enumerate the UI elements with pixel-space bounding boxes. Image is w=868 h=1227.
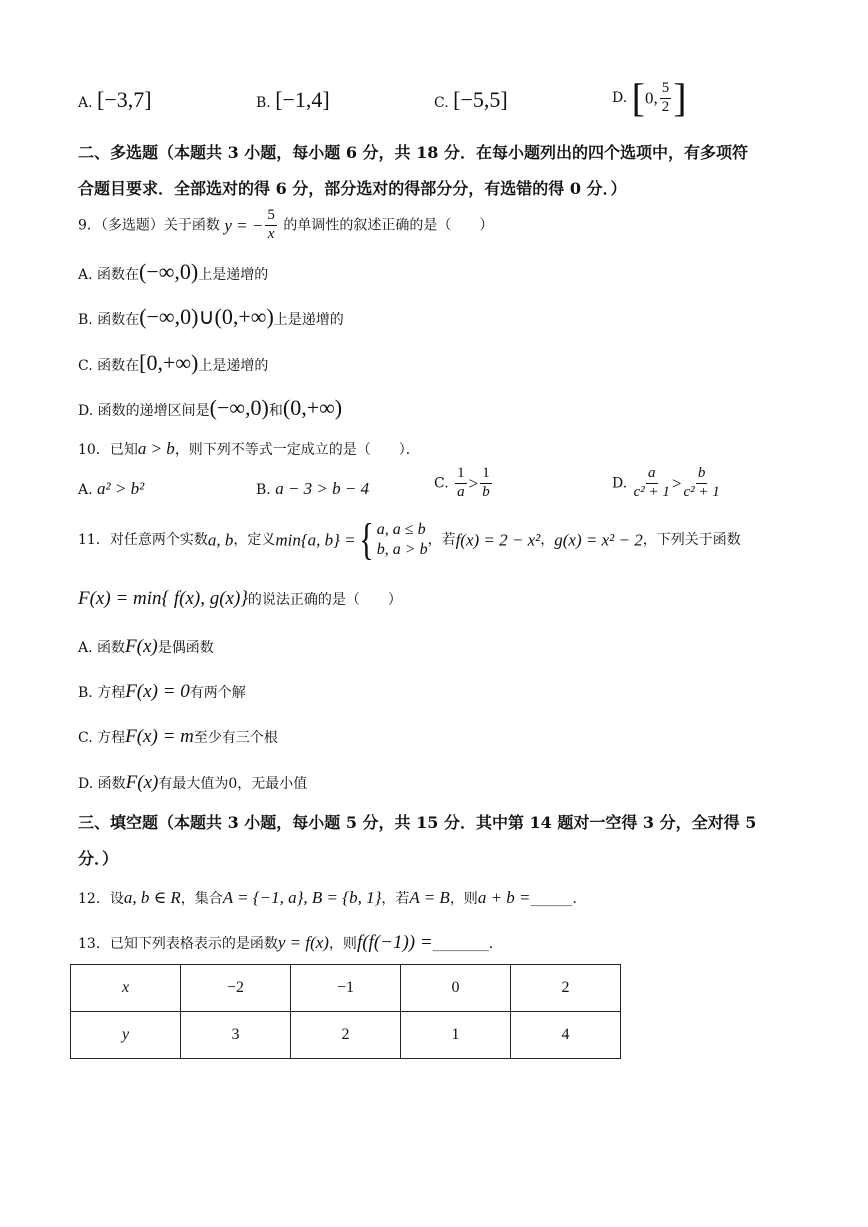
option-text: 是偶函数 — [157, 640, 214, 656]
greater-than: > — [468, 473, 479, 493]
q11-stem-line1 — [78, 515, 741, 565]
q12-text: ，则 — [449, 891, 478, 907]
option-label: A. — [78, 640, 93, 656]
option-label: D. — [612, 90, 628, 106]
option-label: B. — [256, 482, 271, 498]
table-cell: −1 — [291, 965, 401, 1012]
q10-prefix: 10．已知 — [78, 442, 138, 458]
option-text: 函数的递增区间是 — [97, 403, 210, 419]
option-text: 方程 — [97, 730, 126, 746]
answer-blank: ______． — [530, 891, 587, 907]
q11-text: ，定义 — [233, 532, 276, 548]
table-cell: 2 — [291, 1012, 401, 1059]
function-value-table — [70, 964, 621, 1059]
option-math: [0,+∞) — [139, 350, 199, 375]
option-label: B. — [78, 312, 93, 328]
case-2: b, a > b — [376, 541, 428, 558]
q11-g-def: g(x) = x² − 2 — [554, 530, 643, 550]
q8-option-a — [78, 89, 152, 111]
option-label: C. — [78, 358, 93, 374]
q11-text: ，下列关于函数 — [642, 532, 741, 548]
option-math: [−5,5] — [453, 87, 508, 112]
fraction — [684, 466, 720, 501]
case-1: a, a ≤ b — [376, 521, 426, 538]
option-math: a − 3 > b − 4 — [275, 479, 370, 498]
option-text: 上是递增的 — [273, 312, 344, 328]
option-math: (−∞,0) — [139, 259, 199, 284]
q11-F-def: F(x) = min{ f(x), g(x)} — [78, 588, 248, 609]
q9-option-a — [78, 261, 268, 283]
q11-min-def: min{a, b} = — [275, 530, 356, 550]
q13-stem — [78, 933, 503, 952]
q10-condition: a > b — [137, 439, 175, 458]
option-text: 方程 — [97, 685, 126, 701]
denominator: x — [267, 225, 275, 242]
section-2-heading-line2: 合题目要求．全部选对的得 6 分，部分选对的得部分分，有选错的得 0 分．） — [78, 179, 627, 198]
q12-text: ，集合 — [180, 891, 223, 907]
q12-text: ，若 — [381, 891, 410, 907]
option-label: B. — [256, 95, 271, 111]
q8-option-c — [434, 89, 508, 111]
option-text: 函数在 — [97, 312, 140, 328]
option-text: 上是递增的 — [198, 358, 269, 374]
numerator: b — [696, 466, 708, 484]
q10-suffix: ，则下列不等式一定成立的是（ ）． — [174, 442, 420, 458]
fraction — [634, 466, 670, 501]
option-label: A. — [78, 482, 93, 498]
numerator: 5 — [265, 208, 277, 226]
q9-option-c — [78, 352, 268, 374]
piecewise-cases — [377, 520, 428, 560]
option-math: (0,+∞) — [282, 395, 343, 420]
denominator: a — [457, 483, 465, 500]
denominator: c² + 1 — [683, 483, 720, 500]
option-label: A. — [78, 267, 93, 283]
option-math: [−1,4] — [275, 87, 330, 112]
q11-f-def: f(x) = 2 − x² — [455, 530, 541, 550]
q10-option-b — [256, 480, 369, 497]
section-3-heading-line1: 三、填空题（本题共 3 小题，每小题 5 分，共 15 分．其中第 14 题对一空得 3 分，全对得 5 — [78, 813, 757, 832]
option-text: 函数 — [97, 640, 126, 656]
table-row-x — [71, 965, 621, 1012]
option-text: 函数在 — [97, 267, 140, 283]
bracket-open: [ — [631, 75, 645, 120]
bracket-close: ] — [673, 75, 687, 120]
q9-function-lhs: y = − — [224, 215, 264, 235]
greater-than: > — [671, 473, 682, 493]
answer-blank: ________． — [432, 936, 503, 952]
q10-option-d — [612, 466, 722, 501]
option-math: F(x) — [125, 636, 158, 657]
numerator: 1 — [480, 466, 492, 484]
table-cell: 4 — [511, 1012, 621, 1059]
option-math: F(x) — [125, 772, 159, 793]
q12-math: a + b = — [477, 888, 531, 907]
table-cell: 0 — [401, 965, 511, 1012]
q8-option-b — [256, 89, 330, 111]
q12-math: A = {−1, a}, B = {b, 1} — [222, 888, 382, 907]
fraction — [660, 81, 672, 116]
option-text: 函数 — [97, 776, 126, 792]
option-label: C. — [434, 475, 449, 492]
option-math: (−∞,0)∪(0,+∞) — [139, 304, 274, 329]
q11-text: 的说法正确的是（ ） — [247, 592, 402, 608]
q13-prefix: 13．已知下列表格表示的是函数 — [78, 936, 278, 952]
q9-option-d — [78, 397, 342, 419]
option-text: 至少有三个根 — [193, 730, 278, 746]
denominator: c² + 1 — [633, 483, 670, 500]
q11-vars: a, b — [207, 530, 234, 550]
option-text: 有两个解 — [189, 685, 246, 701]
option-text: 函数在 — [97, 358, 140, 374]
q10-stem — [78, 440, 420, 457]
denominator: 2 — [661, 98, 670, 115]
q13-math: y = f(x) — [277, 933, 329, 952]
q8-option-d — [612, 75, 687, 120]
table-cell: 3 — [181, 1012, 291, 1059]
q12-prefix: 12．设 — [78, 891, 124, 907]
option-label: C. — [434, 95, 449, 111]
option-text: 和 — [268, 403, 283, 419]
denominator: b — [482, 483, 490, 500]
option-label: D. — [612, 475, 628, 492]
q12-math: A = B — [409, 888, 450, 907]
q12-math: a, b ∈ R — [123, 888, 181, 907]
table-row-y — [71, 1012, 621, 1059]
option-text: 有最大值为0，无最小值 — [158, 776, 308, 792]
option-math: F(x) = 0 — [125, 681, 190, 702]
section-3-heading-line2: 分．） — [78, 849, 119, 868]
option-text: 上是递增的 — [198, 267, 269, 283]
q11-stem-line2 — [78, 589, 402, 608]
option-label: D. — [78, 776, 94, 792]
q11-prefix: 11．对任意两个实数 — [78, 532, 208, 548]
option-math: 0, — [644, 88, 658, 108]
q11-text: ，若 — [427, 532, 456, 548]
q10-option-a — [78, 480, 144, 497]
section-2-heading-line1: 二、多选题（本题共 3 小题，每小题 6 分，共 18 分．在每小题列出的四个选项中，有多项符 — [78, 143, 748, 162]
q11-option-b — [78, 682, 246, 701]
fraction — [265, 208, 277, 243]
left-brace-icon: { — [358, 515, 374, 565]
q11-option-d — [78, 773, 307, 792]
numerator: a — [646, 466, 658, 484]
table-cell: x — [71, 965, 181, 1012]
q9-option-b — [78, 306, 344, 328]
q9-suffix: 的单调性的叙述正确的是（ ） — [283, 217, 494, 234]
fraction — [480, 466, 492, 501]
q10-option-c — [434, 466, 494, 501]
option-label: B. — [78, 685, 93, 701]
numerator: 1 — [455, 466, 467, 484]
table-cell: −2 — [181, 965, 291, 1012]
option-math: a² > b² — [97, 479, 145, 498]
option-label: D. — [78, 403, 94, 419]
numerator: 5 — [660, 81, 672, 99]
table-cell: 1 — [401, 1012, 511, 1059]
q9-stem — [78, 208, 493, 243]
option-math: F(x) = m — [125, 726, 194, 747]
table-cell: y — [71, 1012, 181, 1059]
q11-text: ， — [540, 532, 555, 548]
table-cell: 2 — [511, 965, 621, 1012]
option-math: [−3,7] — [97, 87, 152, 112]
q13-text: ，则 — [328, 936, 357, 952]
option-math: (−∞,0) — [209, 395, 269, 420]
q12-stem — [78, 889, 587, 906]
option-label: A. — [78, 95, 93, 111]
fraction — [455, 466, 467, 501]
q13-math: f(f(−1)) = — [356, 932, 433, 953]
q9-prefix: 9．（多选题）关于函数 — [78, 217, 220, 234]
q11-option-a — [78, 637, 214, 656]
q11-option-c — [78, 727, 278, 746]
option-label: C. — [78, 730, 93, 746]
